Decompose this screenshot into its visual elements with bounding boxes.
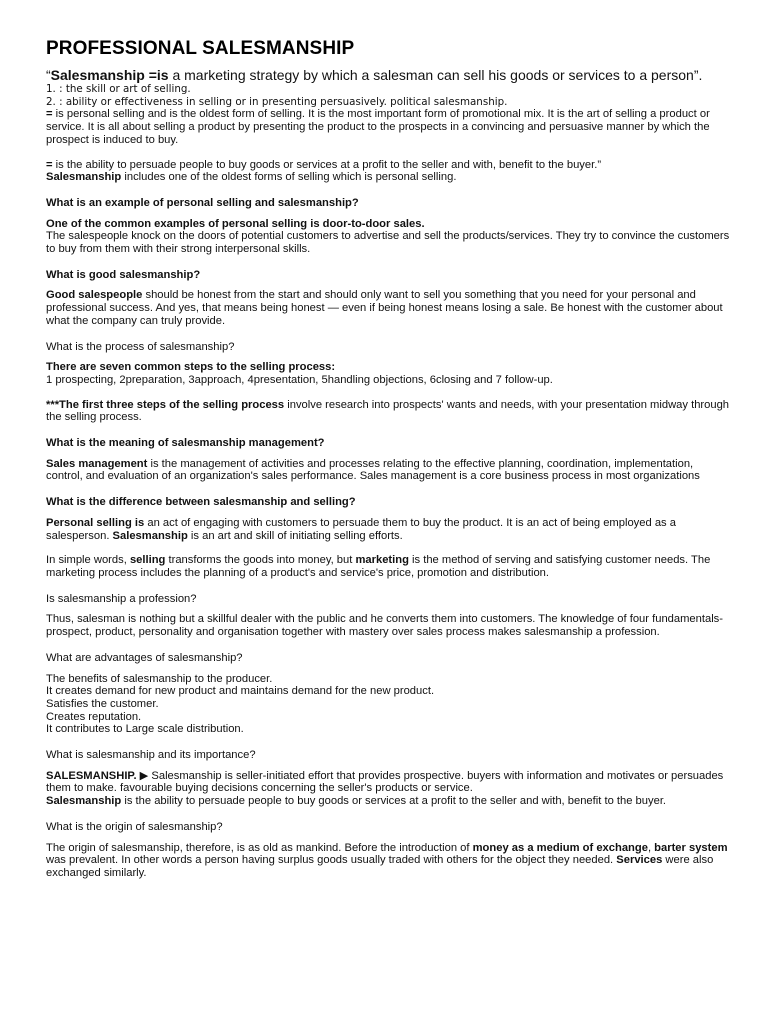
- answer-difference-2: In simple words, selling transforms the goods into money, but marketing is the method of serving and satisfying customer needs. The marketing process includes the planning of a product's and service's price, promotion and distribution.: [46, 554, 711, 579]
- question-good-salesmanship: What is good salesmanship?: [46, 268, 201, 281]
- answer-management: Sales management is the management of activities and processes relating to the effective planning, coordination, implementation, control, and evaluation of an organization's sales performance. Sales management is a core business process in most organizations: [46, 457, 700, 483]
- answer-importance-1: SALESMANSHIP. ▶ Salesmanship is seller-initiated effort that provides prospective. buyers with information and motivates or persuades them to make. favourable buying decisions concerning the seller's products or service.: [46, 769, 724, 795]
- equals-mark: =: [46, 158, 53, 171]
- definition-4: = is the ability to persuade people to buy goods or services at a profit to the seller and with, benefit to the buyer.”: [46, 158, 602, 171]
- intro-text: a marketing strategy by which a salesman can sell his goods or services to a person”.: [168, 67, 703, 83]
- definition-2: 2. : ability or effectiveness in selling or in presenting persuasively. political salesmanship.: [46, 95, 508, 108]
- page-title: PROFESSIONAL SALESMANSHIP: [46, 38, 355, 59]
- question-management: What is the meaning of salesmanship management?: [46, 437, 325, 450]
- question-advantages: What are advantages of salesmanship?: [46, 651, 243, 664]
- definition-3: = is personal selling and is the oldest form of selling. It is the most important form of promotional mix. It is the art of selling a product or service. It is all about selling a product by presenting the product to the prospects in a convincing and persuasive manner by which the prospect is induced to buy.: [46, 108, 710, 146]
- list-item: Creates reputation.: [46, 710, 142, 723]
- advantages-list: [46, 673, 730, 737]
- answer-process-lead: There are seven common steps to the selling process:: [46, 361, 336, 374]
- answer-difference-1: Personal selling is an act of engaging with customers to persuade them to buy the product. It is an act of being employed as a salesperson. Salesmanship is an art and skill of initiating selling efforts.: [46, 516, 676, 542]
- answer-example-lead: One of the common examples of personal selling is door-to-door sales.: [46, 217, 425, 230]
- answer-example-text: The salespeople knock on the doors of potential customers to advertise and sell the products/services. They try to convince the customers to buy from them with their strong interpersonal skills.: [46, 230, 730, 256]
- definition-4-cont: Salesmanship includes one of the oldest forms of selling which is personal selling.: [46, 171, 457, 184]
- open-quote: “: [46, 67, 51, 83]
- answer-process-note: ***The first three steps of the selling process involve research into prospects' wants and needs, with your presentation midway through the selling process.: [46, 398, 730, 424]
- question-process: What is the process of salesmanship?: [46, 340, 235, 353]
- intro-definition: [46, 68, 730, 83]
- definition-1: 1. : the skill or art of selling.: [46, 83, 191, 95]
- answer-profession: Thus, salesman is nothing but a skillful dealer with the public and he converts them into customers. The knowledge of four fundamentals-prospect, product, personality and organisation together with mastery over sales process makes salesmanship a profession.: [46, 613, 724, 639]
- question-difference: What is the difference between salesmanship and selling?: [46, 496, 356, 509]
- answer-importance-2: Salesmanship is the ability to persuade people to buy goods or services at a profit to the seller and with, benefit to the buyer.: [46, 795, 667, 808]
- answer-process-steps: 1 prospecting, 2preparation, 3approach, 4presentation, 5handling objections, 6closing and 7 follow-up.: [46, 373, 553, 386]
- question-profession: Is salesmanship a profession?: [46, 592, 197, 605]
- answer-good-salesmanship: Good salespeople should be honest from the start and should only want to sell you something that you need for your personal and professional success. And yes, that means being honest — even if being honest means losing a sale. Be honest with the customer about what the company can truly provide.: [46, 289, 723, 327]
- question-importance: What is salesmanship and its importance?: [46, 749, 256, 762]
- question-example: What is an example of personal selling and salesmanship?: [46, 196, 359, 209]
- list-item: Satisfies the customer.: [46, 697, 159, 710]
- list-item: The benefits of salesmanship to the producer.: [46, 672, 273, 685]
- intro-term: Salesmanship =is: [50, 67, 169, 83]
- equals-mark: =: [46, 108, 53, 121]
- question-origin: What is the origin of salesmanship?: [46, 820, 223, 833]
- answer-origin: The origin of salesmanship, therefore, is as old as mankind. Before the introduction of money as a medium of exchange, barter system was prevalent. In other words a person having surplus goods usually traded with others for the object they needed. Services were also exchanged similarly.: [46, 841, 728, 879]
- list-item: It contributes to Large scale distribution.: [46, 723, 244, 736]
- list-item: It creates demand for new product and maintains demand for the new product.: [46, 685, 435, 698]
- document-body: [46, 68, 730, 880]
